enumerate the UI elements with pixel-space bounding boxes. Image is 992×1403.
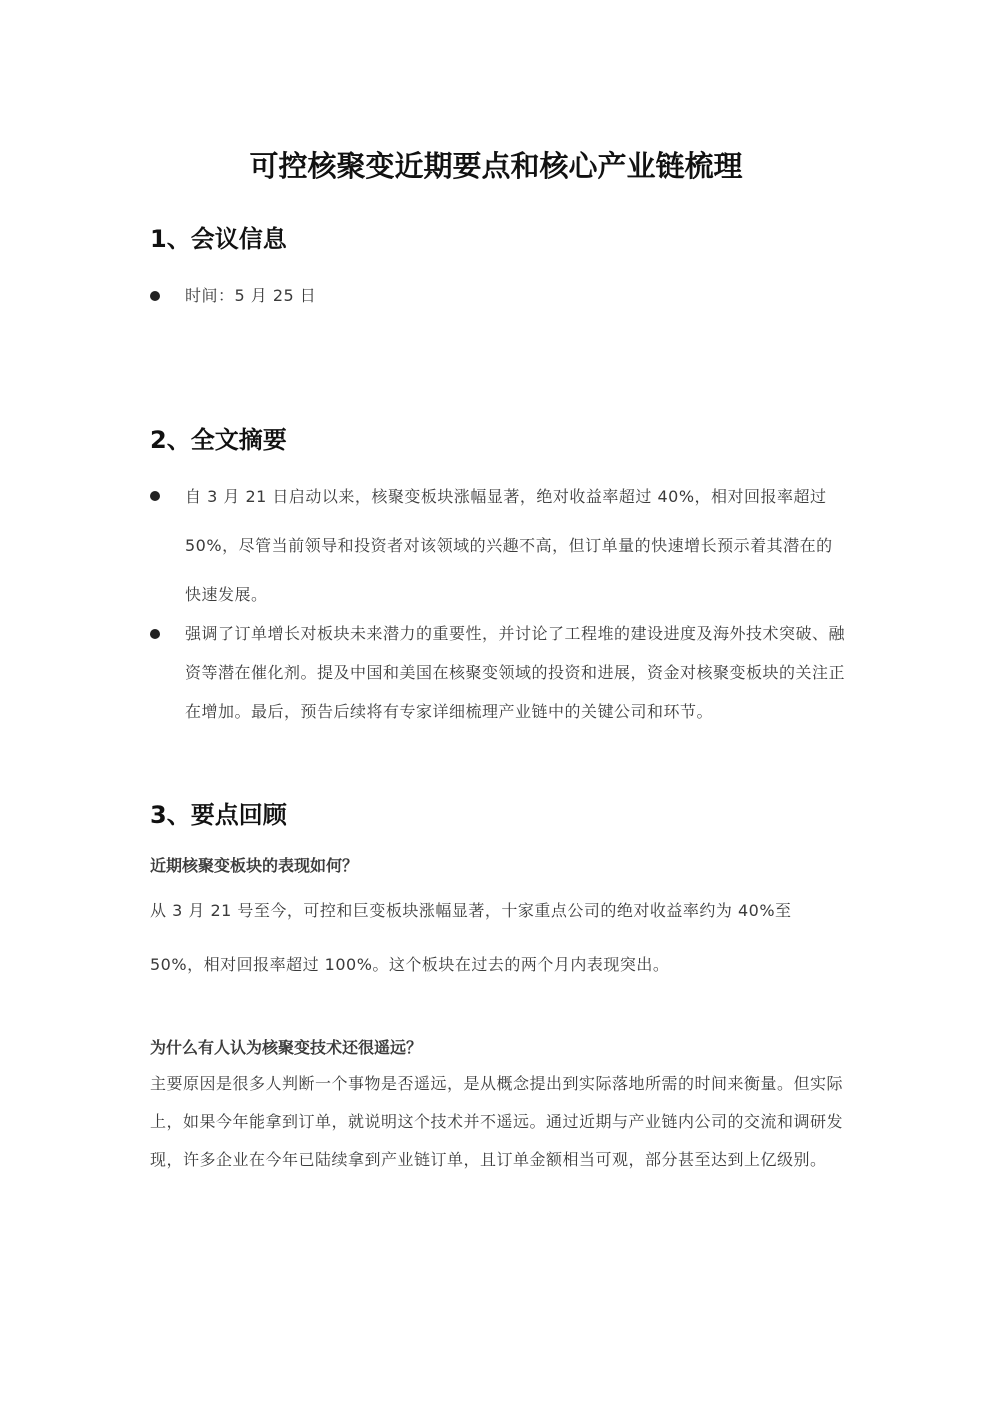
- question-1: 近期核聚变板块的表现如何？: [150, 856, 359, 875]
- summary-text-2: 强调了订单增长对板块未来潜力的重要性，并讨论了工程堆的建设进度及海外技术突破、融资等潜在催化剂。提及中国和美国在核聚变领域的投资和进展，资金对核聚变板块的关注正在增加。最后，预告后续将有专家详细梳理产业链中的关键公司和环节。: [185, 624, 846, 721]
- bullet-icon: [150, 629, 160, 639]
- answer-1: 从 3 月 21 号至今，可控和巨变板块涨幅显著，十家重点公司的绝对收益率约为 40%至 50%，相对回报率超过 100%。这个板块在过去的两个月内表现突出。: [150, 901, 792, 974]
- summary-text-1: 自 3 月 21 日启动以来，核聚变板块涨幅显著，绝对收益率超过 40%，相对回报率超过 50%，尽管当前领导和投资者对该领域的兴趣不高，但订单量的快速增长预示着其潜在的快速发展。: [185, 487, 833, 604]
- answer-2: 主要原因是很多人判断一个事物是否遥远，是从概念提出到实际落地所需的时间来衡量。但实际上，如果今年能拿到订单，就说明这个技术并不遥远。通过近期与产业链内公司的交流和调研发现，许多企业在今年已陆续拿到产业链订单，且订单金额相当可观，部分甚至达到上亿级别。: [150, 1074, 844, 1169]
- bullet-icon: [150, 491, 160, 501]
- meeting-time-text: 时间：5 月 25 日: [185, 286, 317, 305]
- section-heading-summary: 2、全文摘要: [150, 426, 287, 454]
- document-title: 可控核聚变近期要点和核心产业链梳理: [249, 149, 743, 183]
- section-heading-key-points: 3、要点回顾: [150, 801, 287, 829]
- question-2: 为什么有人认为核聚变技术还很遥远？: [150, 1038, 423, 1057]
- bullet-icon: [150, 291, 160, 301]
- section-heading-meeting-info: 1、会议信息: [150, 225, 287, 253]
